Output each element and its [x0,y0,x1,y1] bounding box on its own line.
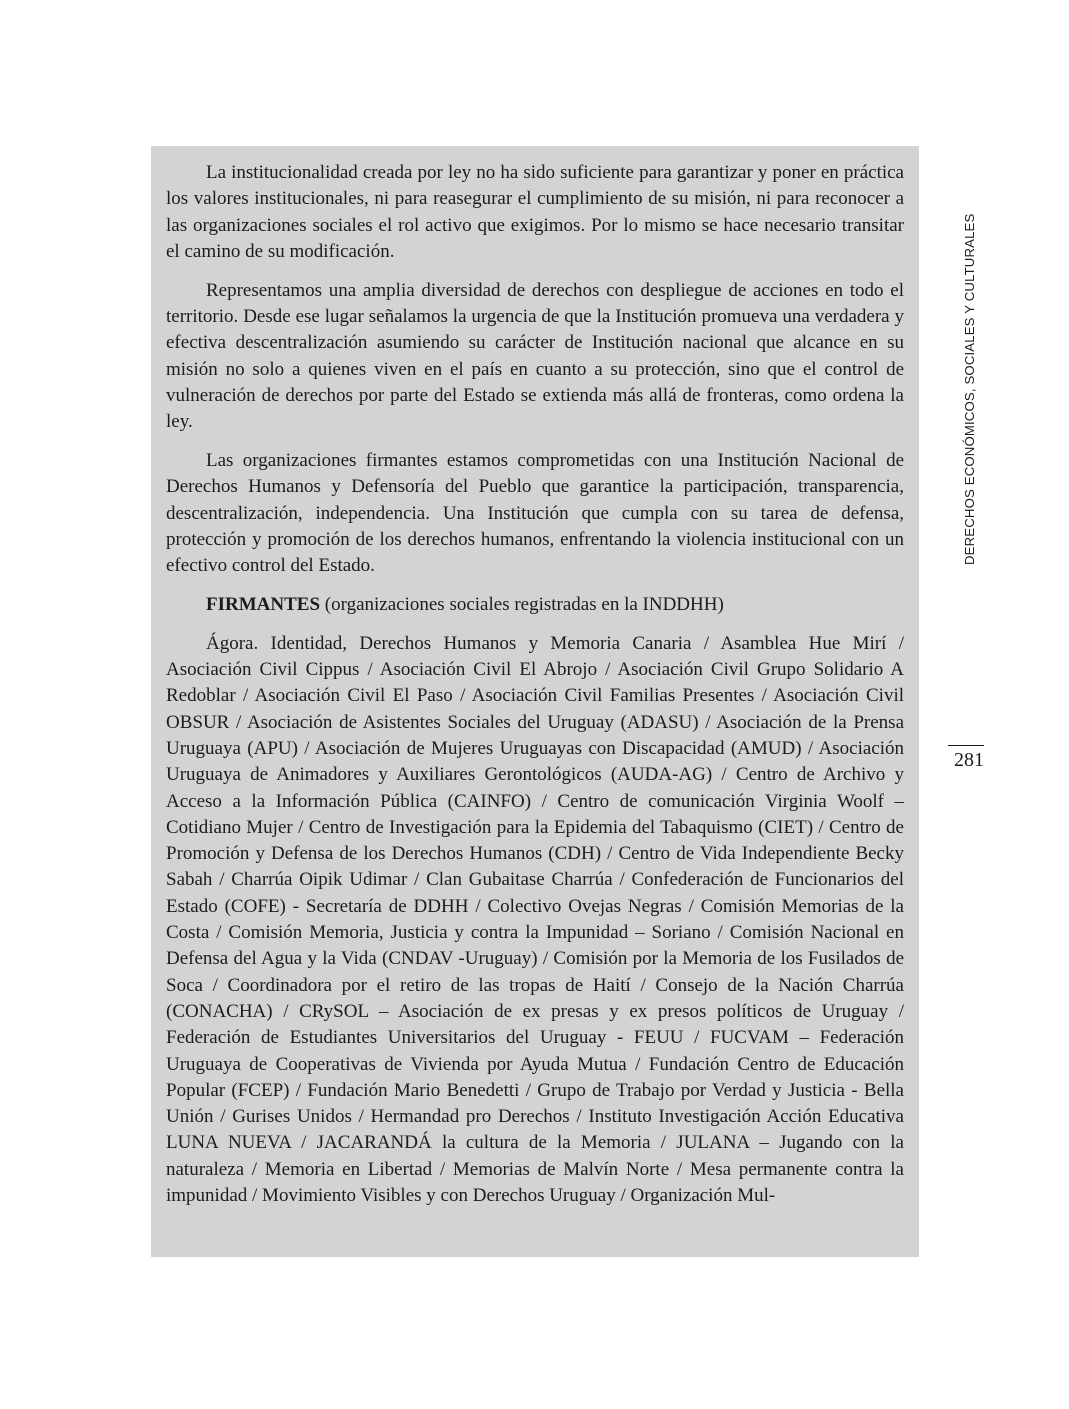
paragraph-institutionality: La institucionalidad creada por ley no ha sido suficiente para garantizar y poner en práctica los valores institucionales, ni para reasegurar el cumplimiento de su misión, ni para reconocer a las organizaciones sociales el rol activo que exigimos. Por lo mismo se hace necesario transitar el camino de su modificación. [166,162,904,262]
page-number-block [948,745,984,772]
signatories-heading-bold: FIRMANTES [206,593,321,615]
signatories-heading [166,592,904,618]
signatories-heading-paren: (organizaciones sociales registradas en la INDDHH) [320,593,724,615]
page-number-rule [948,745,984,746]
paragraph-commitment: Las organizaciones firmantes estamos comprometidas con una Institución Nacional de Derechos Humanos y Defensoría del Pueblo que garantice la participación, transparencia, descentralización, independencia. Una Institución que cumpla con su tarea de defensa, protección y promoción de los derechos humanos, enfrentando la violencia institucional con un efectivo control del Estado. [166,449,904,577]
page-number: 281 [954,749,984,771]
section-side-label: DERECHOS ECONÓMICOS, SOCIALES Y CULTURALES [962,213,977,565]
paragraph-diversity: Representamos una amplia diversidad de derechos con despliegue de acciones en todo el territorio. Desde ese lugar señalamos la urgencia de que la Institución promueva una verdadera y efectiva descentralización asumiendo su carácter de Institución nacional que alcance en su misión no solo a quienes viven en el país en cuanto a su protección, sino que el control de vulneración de derechos por parte del Estado se extienda más allá de fronteras, como ordena la ley. [166,279,904,433]
body-text [166,160,904,1209]
signatories-list: Ágora. Identidad, Derechos Humanos y Memoria Canaria / Asamblea Hue Mirí / Asociación Civil Cippus / Asociación Civil El Abrojo / Asociación Civil Grupo Solidario A Redoblar / Asociación Civil El Paso / Asociación Civil Familias Presentes / Asociación Civil OBSUR / Asociación de Asistentes Sociales del Uruguay (ADASU) / Asociación de la Prensa Uruguaya (APU) / Asociación de Mujeres Uruguayas con Discapacidad (AMUD) / Asociación Uruguaya de Animadores y Auxiliares Gerontológicos (AUDA-AG) / Centro de Archivo y Acceso a la Información Pública (CAINFO) / Centro de comunicación Virginia Woolf – Cotidiano Mujer / Centro de Investigación para la Epidemia del Tabaquismo (CIET) / Centro de Promoción y Defensa de los Derechos Humanos (CDH) / Centro de Vida Independiente Becky Sabah / Charrúa Oipik Udimar / Clan Gubaitase Charrúa / Confederación de Funcionarios del Estado (COFE) - Secretaría de DDHH / Colectivo Ovejas Negras / Comisión Memorias de la Costa / Comisión Memoria, Justicia y contra la Impunidad – Soriano / Comisión Nacional en Defensa del Agua y la Vida (CNDAV -Uruguay) / Comisión por la Memoria de los Fusilados de Soca / Coordinadora por el retiro de las tropas de Haití / Consejo de la Nación Charrúa (CONACHA) / CRySOL – Asociación de ex presas y ex presos políticos de Uruguay / Federación de Estudiantes Universitarios del Uruguay - FEUU / FUCVAM – Federación Uruguaya de Cooperativas de Vivienda por Ayuda Mutua / Fundación Centro de Educación Popular (FCEP) / Fundación Mario Benedetti / Grupo de Trabajo por Verdad y Justicia - Bella Unión / Gurises Unidos / Hermandad pro Derechos / Instituto Investigación Acción Educativa LUNA NUEVA / JACARANDÁ la cultura de la Memoria / JULANA – Jugando con la naturaleza / Memoria en Libertad / Memorias de Malvín Norte / Mesa permanente contra la impunidad / Movimiento Visibles y con Derechos Uruguay / Organización Mul- [166,632,904,1206]
